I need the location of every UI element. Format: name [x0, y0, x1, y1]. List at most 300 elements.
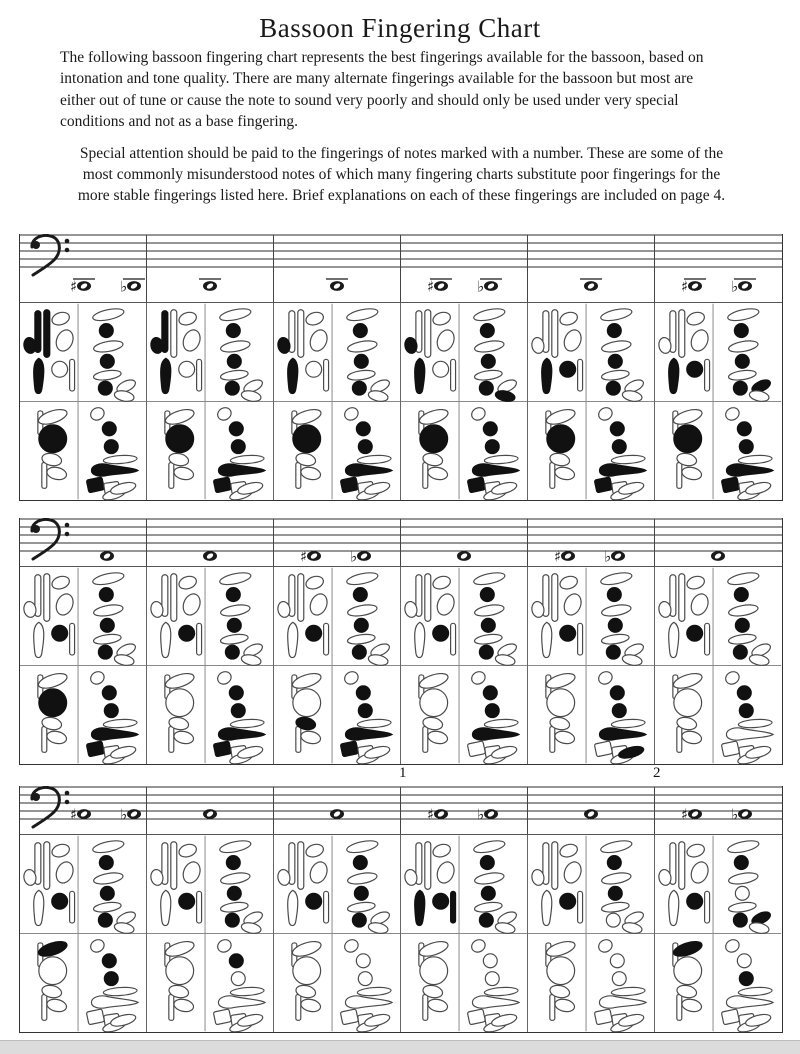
- fingering-diagram: [274, 835, 400, 1032]
- key-h2-pressed: [100, 618, 114, 632]
- key-h1-pressed: [353, 323, 367, 337]
- key-curve: [164, 938, 196, 959]
- key-curve: [672, 406, 704, 427]
- key-h2-pressed: [227, 618, 241, 632]
- key-leaf3: [93, 369, 122, 382]
- key-h1-pressed: [99, 323, 113, 337]
- key-big: [674, 689, 702, 717]
- key-hookC: [578, 623, 583, 655]
- fingering-diagram: [655, 303, 781, 500]
- key-curl: [342, 937, 360, 954]
- key-hookC: [578, 359, 583, 391]
- bass-clef-icon: [32, 235, 69, 275]
- whole-note: [330, 809, 344, 819]
- key-leaf3: [728, 369, 757, 382]
- key-h5-pressed: [739, 972, 753, 986]
- special-note-paragraph: [60, 143, 743, 207]
- key-h5-pressed: [231, 440, 245, 454]
- key-hkTail: [550, 462, 555, 488]
- key-h3-pressed: [352, 645, 366, 659]
- key-leaf2: [728, 603, 759, 618]
- key-hookA: [304, 310, 325, 327]
- sharp-accidental-icon: ♯: [681, 277, 689, 296]
- fingering-cell: [274, 567, 401, 764]
- key-circle-pressed: [560, 893, 576, 909]
- fingering-diagram: [20, 303, 146, 500]
- key-big: [547, 689, 575, 717]
- key-hk2: [46, 465, 68, 481]
- key-bar: [738, 454, 772, 464]
- staff-notation-row-1: [20, 234, 782, 302]
- key-bar: [357, 454, 391, 464]
- sharp-accidental-icon: ♯: [681, 805, 689, 824]
- key-h5-pressed: [358, 704, 372, 718]
- key-h4-pressed: [229, 954, 243, 968]
- key-hookB: [53, 859, 76, 885]
- whole-note: [738, 809, 752, 819]
- key-curve: [37, 406, 69, 427]
- key-square: [340, 1009, 358, 1025]
- key-leaf2: [347, 603, 378, 618]
- key-h3-pressed: [479, 381, 493, 395]
- whole-note: [330, 281, 344, 291]
- flat-accidental-icon: ♭: [120, 277, 128, 296]
- key-ebBot: [240, 921, 261, 935]
- fingering-cell: [401, 567, 528, 764]
- key-square: [467, 1009, 485, 1025]
- key-h5-pressed: [358, 440, 372, 454]
- key-circle-pressed: [306, 625, 322, 641]
- fingering-cell: [655, 835, 782, 1032]
- key-big: [293, 689, 321, 717]
- key-leaf3: [347, 369, 376, 382]
- fingering-chart-row-3: [19, 764, 783, 1033]
- key-hkTail: [550, 726, 555, 752]
- fingering-diagram: [528, 303, 654, 500]
- key-curve: [545, 938, 577, 959]
- key-hkTail: [550, 994, 555, 1020]
- key-h1-pressed: [226, 855, 240, 869]
- staff-notation-row-2: [20, 518, 782, 566]
- fingering-cell: [20, 835, 147, 1032]
- key-v2: [552, 574, 558, 622]
- key-curl: [723, 937, 741, 954]
- key-circle: [179, 361, 195, 377]
- fingering-note-marker: 1: [399, 764, 407, 781]
- key-tearR-pressed: [345, 728, 392, 740]
- key-hkTail: [169, 994, 174, 1020]
- key-hookA: [685, 310, 706, 327]
- key-h3: [606, 913, 620, 927]
- key-h5-pressed: [612, 440, 626, 454]
- key-h1-pressed: [607, 587, 621, 601]
- key-tear-pressed: [542, 358, 552, 393]
- key-tearR: [91, 996, 138, 1008]
- key-leaf3: [347, 901, 376, 914]
- key-curve-pressed: [672, 938, 704, 959]
- key-leaf1: [346, 306, 379, 322]
- key-tearR: [599, 996, 646, 1008]
- key-tearR: [726, 728, 773, 740]
- key-circle-pressed: [560, 361, 576, 377]
- whole-note: [434, 809, 448, 819]
- key-h1-pressed: [734, 323, 748, 337]
- key-tear: [34, 622, 44, 657]
- key-v2: [171, 842, 177, 890]
- intro-line: conditions and not as a base fingering.: [60, 113, 299, 131]
- whole-note: [203, 281, 217, 291]
- key-h1-pressed: [607, 855, 621, 869]
- whole-note: [457, 551, 471, 561]
- key-leaf3: [601, 901, 630, 914]
- key-bar: [357, 986, 391, 996]
- key-h2-pressed: [608, 354, 622, 368]
- key-leaf2: [220, 871, 251, 886]
- fingering-cell: [401, 835, 528, 1032]
- key-leaf3: [601, 633, 630, 646]
- key-h1-pressed: [353, 587, 367, 601]
- page-bottom-edge: [0, 1040, 800, 1054]
- key-hookC-pressed: [451, 891, 456, 923]
- key-h4: [356, 954, 370, 968]
- key-circle: [433, 361, 449, 377]
- key-big-pressed: [39, 689, 67, 717]
- key-circle-pressed: [560, 625, 576, 641]
- fingering-cell: [274, 303, 401, 500]
- key-hk2: [46, 997, 68, 1013]
- whole-note: [711, 551, 725, 561]
- key-circle-pressed: [687, 893, 703, 909]
- key-tearR: [472, 996, 519, 1008]
- fingering-diagram: [147, 303, 273, 500]
- key-hk2: [427, 465, 449, 481]
- key-bar: [484, 986, 518, 996]
- key-ebBot: [113, 921, 134, 935]
- key-h5-pressed: [612, 704, 626, 718]
- key-hk2: [681, 997, 703, 1013]
- key-h1-pressed: [734, 587, 748, 601]
- key-tear: [288, 622, 298, 657]
- key-square-pressed: [86, 477, 104, 493]
- flat-accidental-icon: ♭: [731, 277, 739, 296]
- key-h4-pressed: [356, 686, 370, 700]
- whole-note: [611, 551, 625, 561]
- key-h4: [737, 954, 751, 968]
- key-curve: [164, 670, 196, 691]
- page-title: Bassoon Fingering Chart: [259, 13, 541, 43]
- key-bar: [484, 718, 518, 728]
- key-hk2: [554, 729, 576, 745]
- key-h2-pressed: [354, 354, 368, 368]
- key-h3-pressed: [225, 645, 239, 659]
- whole-note: [584, 809, 598, 819]
- key-bar: [611, 986, 645, 996]
- flat-accidental-icon: ♭: [120, 805, 128, 824]
- key-tearR-pressed: [726, 464, 773, 476]
- key-leaf2: [347, 339, 378, 354]
- key-hookA: [558, 842, 579, 859]
- fingering-diagram: [20, 835, 146, 1032]
- key-h5: [231, 972, 245, 986]
- key-h5-pressed: [231, 704, 245, 718]
- whole-note: [127, 281, 141, 291]
- key-h5: [358, 972, 372, 986]
- key-leaf3: [474, 633, 503, 646]
- staff-notation-row-3: [20, 786, 782, 834]
- key-curl: [342, 669, 360, 686]
- key-h4-pressed: [102, 686, 116, 700]
- key-hk2: [173, 729, 195, 745]
- key-h4-pressed: [483, 686, 497, 700]
- key-leaf1: [92, 570, 125, 586]
- key-h5-pressed: [104, 440, 118, 454]
- key-leaf3: [220, 901, 249, 914]
- fingering-chart: [19, 234, 783, 1033]
- key-bar: [738, 718, 772, 728]
- key-v2: [425, 310, 431, 358]
- key-bar: [611, 718, 645, 728]
- key-hookB: [434, 591, 457, 617]
- whole-note: [484, 809, 498, 819]
- note-line: Special attention should be paid to the fingerings of notes marked with a number. These are some of the: [79, 144, 724, 162]
- fingering-cell: [20, 303, 147, 500]
- key-big: [293, 957, 321, 985]
- key-square-pressed: [86, 741, 104, 757]
- key-tearR-pressed: [91, 728, 138, 740]
- key-circle-pressed: [687, 625, 703, 641]
- key-h5-pressed: [485, 440, 499, 454]
- flat-accidental-icon: ♭: [477, 805, 485, 824]
- key-h4-pressed: [102, 422, 116, 436]
- key-tearR: [726, 996, 773, 1008]
- key-hookA: [685, 574, 706, 591]
- whole-note: [738, 281, 752, 291]
- key-tear: [415, 622, 425, 657]
- key-tear: [288, 890, 298, 925]
- fingering-cell: [147, 835, 274, 1032]
- key-tearR: [345, 996, 392, 1008]
- key-curve: [672, 670, 704, 691]
- key-leaf3: [93, 901, 122, 914]
- key-leaf3: [220, 369, 249, 382]
- key-h2-pressed: [354, 618, 368, 632]
- key-big-pressed: [39, 425, 67, 453]
- key-tearR-pressed: [599, 464, 646, 476]
- key-leaf2: [728, 339, 759, 354]
- key-circle-pressed: [433, 625, 449, 641]
- fingering-cell: [147, 303, 274, 500]
- key-h3-pressed: [352, 913, 366, 927]
- key-v2: [171, 310, 177, 358]
- key-bar: [230, 454, 264, 464]
- key-hookB: [561, 591, 584, 617]
- key-leaf1: [92, 838, 125, 854]
- key-ebBot: [367, 653, 388, 667]
- key-tear: [161, 890, 171, 925]
- key-v2: [552, 310, 558, 358]
- staff-svg: [20, 518, 782, 566]
- key-hookC: [324, 623, 329, 655]
- key-curl: [723, 405, 741, 422]
- sharp-accidental-icon: ♯: [554, 547, 562, 566]
- key-curl: [215, 669, 233, 686]
- key-big-pressed: [293, 425, 321, 453]
- key-big-pressed: [547, 425, 575, 453]
- key-big: [166, 957, 194, 985]
- key-square: [467, 741, 485, 757]
- key-hkTail: [42, 462, 47, 488]
- fingering-cell: [655, 303, 782, 500]
- fingering-diagram: [401, 567, 527, 764]
- key-leaf1: [600, 570, 633, 586]
- fingering-diagram: [655, 567, 781, 764]
- key-leaf2: [474, 603, 505, 618]
- key-ebBot: [748, 921, 769, 935]
- key-ebBot: [494, 653, 515, 667]
- key-square: [721, 1009, 739, 1025]
- key-bar: [103, 718, 137, 728]
- fingering-cell: [147, 567, 274, 764]
- sharp-accidental-icon: ♯: [427, 277, 435, 296]
- key-hkTail: [677, 726, 682, 752]
- key-h1-pressed: [734, 855, 748, 869]
- key-leaf3: [728, 901, 757, 914]
- key-curve-pressed: [37, 938, 69, 959]
- key-tearR-pressed: [218, 464, 265, 476]
- key-h3-pressed: [98, 381, 112, 395]
- key-h3-pressed: [606, 645, 620, 659]
- key-curve: [37, 670, 69, 691]
- key-ebBot: [494, 921, 515, 935]
- bass-clef-icon: [32, 787, 69, 827]
- key-hookB: [180, 327, 203, 353]
- key-hookC: [197, 623, 202, 655]
- key-tearR-pressed: [599, 728, 646, 740]
- key-hkTail: [296, 726, 301, 752]
- whole-note: [100, 551, 114, 561]
- key-h5-pressed: [485, 704, 499, 718]
- key-square-pressed: [721, 477, 739, 493]
- key-hk2: [681, 729, 703, 745]
- key-curve: [164, 406, 196, 427]
- key-hookA: [177, 310, 198, 327]
- whole-note: [561, 551, 575, 561]
- staff-svg: [20, 234, 782, 302]
- key-ebBot: [367, 921, 388, 935]
- fingering-cell: [528, 303, 655, 500]
- key-ebBot: [113, 389, 134, 403]
- key-curl: [596, 405, 614, 422]
- fingering-diagram: [528, 567, 654, 764]
- key-v2: [298, 310, 304, 358]
- whole-note: [127, 809, 141, 819]
- key-square: [86, 1009, 104, 1025]
- whole-note: [688, 809, 702, 819]
- key-leaf3: [93, 633, 122, 646]
- key-h5-pressed: [739, 704, 753, 718]
- key-h3-pressed: [733, 645, 747, 659]
- key-curl: [215, 405, 233, 422]
- key-v2-pressed: [44, 310, 50, 358]
- fingering-diagram: [401, 303, 527, 500]
- key-hookC: [451, 623, 456, 655]
- fingering-cell: [528, 567, 655, 764]
- key-h2-pressed: [481, 886, 495, 900]
- key-ebBot: [621, 653, 642, 667]
- whole-note: [203, 551, 217, 561]
- key-h4: [483, 954, 497, 968]
- key-hookB: [434, 327, 457, 353]
- intro-line: either out of tune or cause the note to sound very poorly and should only be used under very special: [60, 91, 679, 109]
- key-circle: [306, 361, 322, 377]
- key-leaf1: [346, 838, 379, 854]
- key-bar: [484, 454, 518, 464]
- key-hookB: [688, 859, 711, 885]
- key-h4-pressed: [356, 422, 370, 436]
- key-hkTail: [423, 462, 428, 488]
- key-tear: [669, 890, 679, 925]
- key-bar: [103, 454, 137, 464]
- key-leaf1: [473, 306, 506, 322]
- key-curl: [88, 669, 106, 686]
- key-tear-pressed: [669, 358, 679, 393]
- key-bar: [357, 718, 391, 728]
- staff-svg: [20, 786, 782, 834]
- key-leaf2: [220, 603, 251, 618]
- key-ebBot: [367, 389, 388, 403]
- key-tear: [542, 622, 552, 657]
- key-v2: [44, 842, 50, 890]
- key-big: [166, 689, 194, 717]
- key-leaf2: [601, 339, 632, 354]
- key-hookA: [431, 842, 452, 859]
- key-v2: [552, 842, 558, 890]
- key-h3-pressed: [733, 381, 747, 395]
- key-h3-pressed: [479, 645, 493, 659]
- fingering-diagram: [20, 567, 146, 764]
- flat-accidental-icon: ♭: [731, 805, 739, 824]
- key-leaf3: [220, 633, 249, 646]
- key-tear: [542, 890, 552, 925]
- key-v2: [171, 574, 177, 622]
- key-v2: [425, 574, 431, 622]
- fingering-cells-row-2: [20, 566, 782, 764]
- key-hookB: [180, 859, 203, 885]
- key-hookB: [561, 327, 584, 353]
- whole-note: [307, 551, 321, 561]
- key-big: [420, 689, 448, 717]
- key-h1-pressed: [226, 323, 240, 337]
- sharp-accidental-icon: ♯: [427, 805, 435, 824]
- key-square-pressed: [467, 477, 485, 493]
- key-leaf1: [219, 838, 252, 854]
- whole-note: [203, 809, 217, 819]
- key-tearR-pressed: [218, 728, 265, 740]
- bass-clef-icon: [32, 519, 69, 559]
- fingering-chart-row-2: [19, 518, 783, 765]
- key-h2: [735, 886, 749, 900]
- key-circle-pressed: [179, 893, 195, 909]
- key-hkTail: [677, 994, 682, 1020]
- key-curl: [469, 937, 487, 954]
- key-circle-pressed: [687, 361, 703, 377]
- key-h2-pressed: [100, 886, 114, 900]
- flat-accidental-icon: ♭: [350, 547, 358, 566]
- fingering-cells-row-3: [20, 834, 782, 1032]
- key-hkTail: [169, 462, 174, 488]
- key-square-pressed: [213, 741, 231, 757]
- key-curl: [88, 937, 106, 954]
